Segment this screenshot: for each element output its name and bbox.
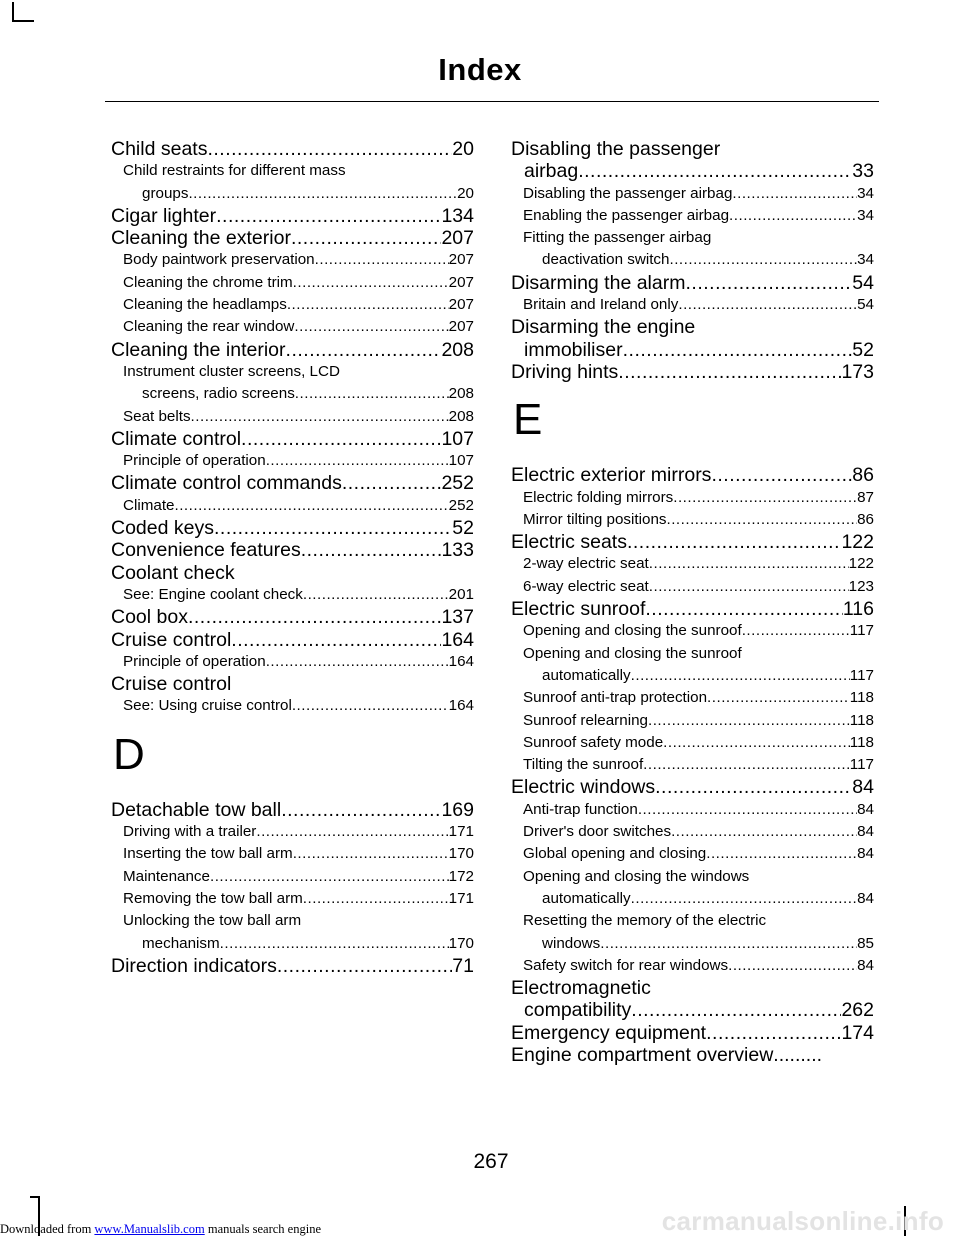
entry-text: Cleaning the interior — [111, 338, 286, 361]
index-entry — [511, 1022, 874, 1044]
index-subentry — [511, 799, 874, 821]
crop-mark-bottom-left-horizontal — [30, 1196, 40, 1198]
dot-leader — [266, 651, 449, 673]
page-ref[interactable]: 86 — [857, 510, 874, 528]
dot-leader — [256, 821, 448, 843]
entry-text: mechanism — [142, 934, 220, 952]
page-ref[interactable]: 208 — [448, 385, 474, 403]
page-ref[interactable]: 164 — [448, 697, 474, 715]
page-ref[interactable]: 116 — [842, 598, 874, 621]
dot-leader — [638, 799, 857, 821]
entry-text: compatibility — [524, 999, 632, 1022]
dot-leader — [742, 620, 850, 642]
page-ref[interactable]: 34 — [857, 206, 874, 224]
index-entry — [111, 799, 474, 821]
index-subentry — [111, 316, 474, 338]
entry-text: Electric exterior mirrors — [511, 464, 712, 487]
dot-leader — [231, 629, 441, 651]
entry-text: Cleaning the headlamps — [123, 296, 287, 314]
entry-text: Seat belts — [123, 407, 191, 425]
page-number: 267 — [473, 1150, 509, 1173]
index-subentry — [511, 487, 874, 509]
dot-leader — [678, 294, 857, 316]
dot-leader — [618, 361, 841, 383]
dot-leader — [685, 272, 852, 294]
dot-leader — [707, 687, 850, 709]
entry-text: deactivation switch — [542, 251, 670, 269]
entry-text: Sunroof anti-trap protection — [523, 689, 708, 707]
entry-text: Disabling the passenger airbag — [523, 184, 733, 202]
dot-leader — [281, 799, 441, 821]
page-ref[interactable]: 169 — [441, 798, 474, 821]
dot-leader — [188, 183, 457, 205]
entry-text: groups — [142, 184, 189, 202]
page-ref[interactable]: 52 — [852, 338, 874, 361]
page-ref[interactable]: 118 — [849, 689, 874, 707]
page-ref[interactable]: 207 — [441, 227, 474, 250]
entry-text: Driving with a trailer — [123, 823, 257, 841]
footer-suffix: manuals search engine — [204, 1222, 321, 1236]
title-divider — [105, 101, 879, 102]
index-entry — [111, 205, 474, 227]
entry-text: Child seats — [111, 138, 208, 160]
dot-leader — [287, 294, 449, 316]
page-ref[interactable]: 84 — [857, 889, 874, 907]
page-ref[interactable]: 107 — [448, 452, 474, 470]
page-ref[interactable]: 207 — [448, 273, 474, 291]
index-entry — [111, 673, 474, 695]
page-ref[interactable]: 34 — [857, 251, 874, 269]
dot-leader — [669, 249, 857, 271]
index-subentry — [511, 643, 874, 688]
dot-leader — [207, 138, 452, 160]
index-subentry — [111, 361, 474, 406]
dot-leader — [291, 227, 442, 249]
page-ref[interactable]: 262 — [841, 999, 874, 1022]
page-ref[interactable]: 172 — [448, 867, 474, 885]
dot-leader — [220, 933, 449, 955]
index-entry — [111, 539, 474, 561]
page-ref[interactable]: 20 — [452, 138, 474, 160]
page-ref[interactable]: 87 — [857, 488, 874, 506]
page-ref[interactable]: 123 — [848, 577, 874, 595]
index-entry — [111, 428, 474, 450]
entry-text: Global opening and closing — [523, 845, 707, 863]
entry-text: Safety switch for rear windows — [523, 956, 729, 974]
index-subentry — [511, 553, 874, 575]
page-ref[interactable]: 118 — [849, 711, 874, 729]
entry-text: Resetting the memory of the electric — [523, 912, 767, 930]
page-ref[interactable]: 208 — [448, 407, 474, 425]
watermark: carmanualsonline.info — [661, 1206, 944, 1236]
entry-text: See: Engine coolant check — [123, 585, 303, 603]
index-subentry — [111, 866, 474, 888]
page-ref[interactable]: 207 — [448, 251, 474, 269]
dot-leader — [729, 205, 857, 227]
page-ref[interactable]: 84 — [857, 845, 874, 863]
page-ref[interactable]: 71 — [452, 954, 474, 977]
entry-text: Climate control commands — [111, 472, 342, 495]
download-footer — [0, 1222, 321, 1237]
index-subentry — [111, 821, 474, 843]
index-subentry — [511, 620, 874, 642]
dot-leader — [732, 183, 857, 205]
entry-text: 6-way electric seat — [523, 577, 649, 595]
dot-leader — [663, 732, 850, 754]
index-subentry — [511, 910, 874, 955]
dot-leader — [303, 888, 449, 910]
index-entry — [111, 472, 474, 494]
index-subentry — [511, 227, 874, 272]
dot-leader — [293, 272, 449, 294]
dot-leader — [649, 553, 849, 575]
index-entry — [111, 606, 474, 628]
entry-text: Driver's door switches — [523, 823, 672, 841]
entry-text: Engine compartment overview — [511, 1043, 774, 1066]
index-subentry — [111, 695, 474, 717]
trailing-dots: ......... — [773, 1043, 823, 1066]
entry-text: screens, radio screens — [142, 385, 295, 403]
dot-leader — [671, 821, 857, 843]
dot-leader — [711, 464, 852, 486]
index-subentry — [511, 866, 874, 911]
index-subentry — [511, 843, 874, 865]
index-subentry — [111, 843, 474, 865]
index-subentry — [511, 710, 874, 732]
dot-leader — [286, 339, 442, 361]
index-entry — [511, 776, 874, 798]
dot-leader — [673, 487, 857, 509]
index-entry — [111, 138, 474, 160]
entry-text: Unlocking the tow ball arm — [123, 912, 302, 930]
page-ref[interactable]: 20 — [457, 184, 474, 202]
page-ref[interactable]: 164 — [448, 652, 474, 670]
page-ref[interactable]: 173 — [841, 360, 874, 383]
entry-text: Driving hints — [511, 360, 619, 383]
dot-leader — [627, 531, 842, 553]
entry-text: Disarming the alarm — [511, 271, 686, 294]
index-subentry — [511, 821, 874, 843]
entry-text: Britain and Ireland only — [523, 296, 679, 314]
page-ref[interactable]: 86 — [852, 464, 874, 487]
dot-leader — [303, 584, 449, 606]
index-subentry — [511, 732, 874, 754]
page-ref[interactable]: 107 — [441, 427, 474, 450]
page-ref[interactable]: 54 — [852, 271, 874, 294]
entry-text: Cruise control — [111, 628, 232, 651]
entry-text: windows — [542, 934, 601, 952]
dot-leader — [623, 339, 853, 361]
dot-leader — [600, 933, 857, 955]
entry-text: Cigar lighter — [111, 204, 217, 227]
dot-leader — [728, 955, 857, 977]
dot-leader — [706, 1022, 841, 1044]
dot-leader — [266, 450, 449, 472]
index-entry — [511, 977, 874, 1022]
index-subentry — [111, 272, 474, 294]
footer-link[interactable]: www.Manualslib.com — [94, 1222, 205, 1236]
entry-text: Opening and closing the sunroof — [523, 644, 742, 662]
entry-text: Electric seats — [511, 531, 627, 554]
index-subentry — [111, 249, 474, 271]
entry-text: Fitting the passenger airbag — [523, 229, 712, 247]
footer-prefix: Downloaded from — [0, 1222, 95, 1236]
entry-text: Mirror tilting positions — [523, 510, 667, 528]
index-subentry — [111, 495, 474, 517]
entry-text: airbag — [524, 160, 579, 183]
index-entry — [511, 316, 874, 361]
entry-text: Anti-trap function — [523, 800, 638, 818]
index-entry — [111, 629, 474, 651]
entry-text: Electric folding mirrors — [523, 488, 674, 506]
entry-text: automatically — [542, 889, 631, 907]
entry-text: Climate — [123, 496, 175, 514]
index-entry — [111, 339, 474, 361]
index-entry — [511, 531, 874, 553]
section-letter: E — [513, 395, 543, 445]
dot-leader — [631, 665, 850, 687]
dot-leader — [241, 428, 441, 450]
index-subentry — [511, 294, 874, 316]
page-ref[interactable]: 252 — [448, 496, 474, 514]
dot-leader — [174, 495, 448, 517]
entry-text: Opening and closing the windows — [523, 867, 750, 885]
entry-text: Electric windows — [511, 776, 656, 799]
page-ref[interactable]: 85 — [857, 934, 874, 952]
index-subentry — [111, 910, 474, 955]
entry-text: Coolant check — [111, 561, 235, 584]
index-entry — [511, 361, 874, 383]
page-ref[interactable]: 84 — [852, 776, 874, 799]
page-ref[interactable]: 252 — [441, 472, 474, 495]
page-ref[interactable]: 84 — [857, 956, 874, 974]
page-ref[interactable]: 54 — [857, 296, 874, 314]
dot-leader — [578, 160, 852, 182]
index-subentry — [111, 294, 474, 316]
page-ref[interactable]: 34 — [857, 184, 874, 202]
index-entry — [111, 955, 474, 977]
dot-leader — [216, 205, 441, 227]
page-ref[interactable]: 52 — [452, 517, 474, 540]
entry-text: Cool box — [111, 606, 188, 629]
page-ref[interactable]: 207 — [448, 318, 474, 336]
page-ref[interactable]: 122 — [848, 555, 874, 573]
entry-text: Principle of operation — [123, 652, 266, 670]
index-subentry — [511, 576, 874, 598]
dot-leader — [188, 606, 441, 628]
entry-text: Sunroof safety mode — [523, 733, 664, 751]
page-ref[interactable]: 174 — [841, 1021, 874, 1044]
dot-leader — [342, 472, 442, 494]
page-ref[interactable]: 117 — [849, 756, 874, 774]
page-ref[interactable]: 117 — [849, 666, 874, 684]
dot-leader — [277, 955, 452, 977]
entry-text: Cleaning the chrome trim — [123, 273, 293, 291]
crop-mark-top-left-horizontal — [12, 20, 34, 22]
page-ref[interactable]: 84 — [857, 800, 874, 818]
page-ref[interactable]: 134 — [441, 204, 474, 227]
index-subentry — [111, 450, 474, 472]
page-ref[interactable]: 122 — [841, 531, 874, 554]
dot-leader — [649, 576, 849, 598]
dot-leader — [292, 695, 449, 717]
dot-leader — [655, 776, 852, 798]
entry-text: automatically — [542, 666, 631, 684]
entry-text: Convenience features — [111, 539, 301, 562]
dot-leader — [666, 509, 857, 531]
page-ref[interactable]: 33 — [852, 160, 874, 183]
entry-text: Cleaning the rear window — [123, 318, 295, 336]
crop-mark-top-left-vertical — [12, 2, 14, 22]
entry-text: Instrument cluster screens, LCD — [123, 362, 340, 380]
index-entry — [111, 227, 474, 249]
entry-text: Electromagnetic — [511, 977, 651, 1000]
page-ref[interactable]: 170 — [448, 845, 474, 863]
entry-text: Disabling the passenger — [511, 138, 721, 160]
dot-leader — [315, 249, 449, 271]
entry-text: Sunroof relearning — [523, 711, 648, 729]
entry-text: Cleaning the exterior — [111, 227, 291, 250]
entry-text: Coded keys — [111, 517, 214, 540]
index-subentry — [111, 888, 474, 910]
entry-text: Body paintwork preservation — [123, 251, 315, 269]
index-entry — [111, 562, 474, 584]
index-subentry — [111, 406, 474, 428]
entry-text: Detachable tow ball — [111, 798, 282, 821]
section-letter: D — [113, 729, 145, 779]
dot-leader — [631, 999, 841, 1021]
page-ref[interactable]: 170 — [448, 934, 474, 952]
index-subentry — [511, 754, 874, 776]
index-entry — [111, 517, 474, 539]
dot-leader — [210, 866, 449, 888]
dot-leader — [706, 843, 857, 865]
entry-text: Opening and closing the sunroof — [523, 622, 742, 640]
dot-leader — [643, 754, 850, 776]
page-ref[interactable]: 117 — [849, 622, 874, 640]
entry-text: Electric sunroof — [511, 598, 646, 621]
entry-text: Child restraints for different mass — [123, 162, 346, 180]
page-ref[interactable]: 133 — [441, 539, 474, 562]
dot-leader — [631, 888, 857, 910]
page-ref[interactable]: 164 — [441, 628, 474, 651]
page-ref[interactable]: 207 — [448, 296, 474, 314]
dot-leader — [295, 383, 449, 405]
entry-text: 2-way electric seat — [523, 555, 649, 573]
dot-leader — [645, 598, 843, 620]
index-subentry — [111, 160, 474, 205]
entry-text: Removing the tow ball arm — [123, 889, 303, 907]
entry-text: Emergency equipment — [511, 1021, 707, 1044]
entry-text: Direction indicators — [111, 954, 277, 977]
page-ref[interactable]: 201 — [448, 585, 474, 603]
index-entry — [511, 464, 874, 486]
entry-text: Climate control — [111, 427, 242, 450]
index-entry — [511, 272, 874, 294]
index-subentry — [511, 509, 874, 531]
dot-leader — [191, 406, 449, 428]
index-subentry — [111, 584, 474, 606]
dot-leader — [301, 539, 442, 561]
entry-text: Enabling the passenger airbag — [523, 206, 730, 224]
index-subentry — [511, 687, 874, 709]
index-entry — [511, 1044, 874, 1066]
entry-text: Cruise control — [111, 673, 232, 696]
entry-text: Disarming the engine — [511, 316, 696, 339]
entry-text: immobiliser — [524, 338, 623, 361]
page-title: Index — [438, 52, 522, 87]
entry-text: Maintenance — [123, 867, 210, 885]
index-column-left — [111, 138, 474, 977]
page-ref[interactable]: 137 — [441, 606, 474, 629]
entry-text: See: Using cruise control — [123, 697, 292, 715]
entry-text: Principle of operation — [123, 452, 266, 470]
page-ref[interactable]: 84 — [857, 823, 874, 841]
dot-leader — [214, 517, 452, 539]
page-ref[interactable]: 118 — [849, 733, 874, 751]
index-subentry — [511, 955, 874, 977]
index-entry — [511, 138, 874, 183]
index-entry — [511, 598, 874, 620]
dot-leader — [648, 710, 850, 732]
dot-leader — [293, 843, 449, 865]
entry-text: Inserting the tow ball arm — [123, 845, 293, 863]
index-subentry — [511, 205, 874, 227]
index-subentry — [511, 183, 874, 205]
index-subentry — [111, 651, 474, 673]
entry-text: Tilting the sunroof — [523, 756, 644, 774]
page-ref[interactable]: 171 — [448, 823, 474, 841]
page-ref[interactable]: 171 — [448, 889, 474, 907]
index-column-right — [511, 138, 874, 1066]
dot-leader — [294, 316, 448, 338]
page-ref[interactable]: 208 — [441, 338, 474, 361]
